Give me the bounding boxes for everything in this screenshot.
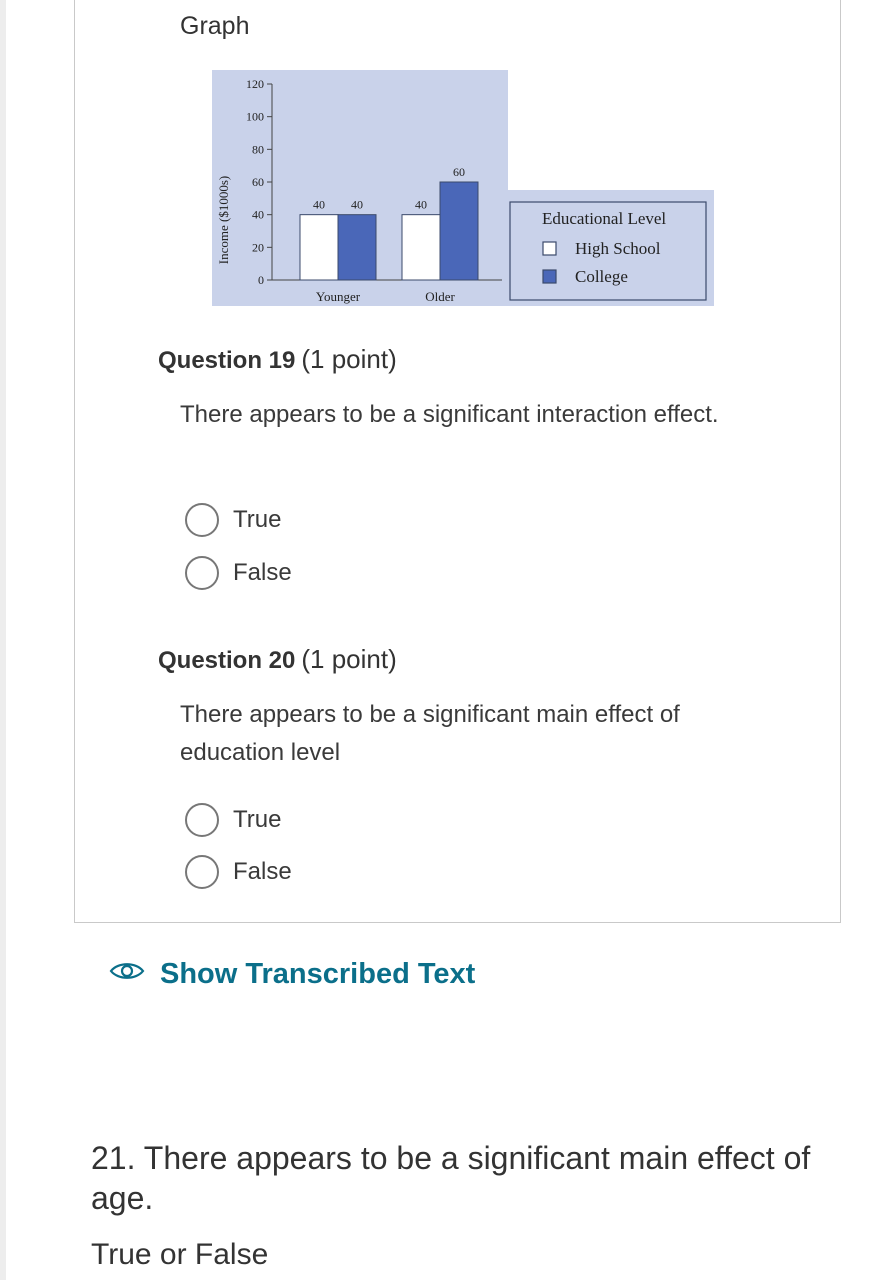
income-bar-chart bbox=[212, 70, 742, 306]
legend-swatch-college bbox=[543, 270, 556, 283]
q19-true-label[interactable]: True bbox=[233, 506, 282, 533]
q19-option-true[interactable] bbox=[185, 500, 281, 540]
graph-title: Graph bbox=[180, 12, 250, 40]
y-tick-label: 120 bbox=[246, 77, 264, 91]
bar-data-label: 40 bbox=[415, 197, 427, 212]
question-19-title: Question 19 bbox=[158, 347, 296, 374]
y-tick-label: 80 bbox=[252, 142, 264, 157]
question-20-title: Question 20 bbox=[158, 647, 296, 674]
bar-high-school-older bbox=[402, 215, 440, 280]
chart-svg bbox=[212, 70, 742, 306]
q20-option-false[interactable] bbox=[185, 852, 292, 892]
bar-college-older bbox=[440, 182, 478, 280]
question-20-points: (1 point) bbox=[301, 644, 397, 674]
q20-option-true[interactable] bbox=[185, 800, 281, 840]
y-tick-label: 0 bbox=[258, 273, 264, 287]
bar-data-label: 60 bbox=[453, 165, 465, 179]
left-border-strip bbox=[0, 0, 6, 1280]
q19-false-label[interactable]: False bbox=[233, 559, 292, 586]
q19-option-false[interactable] bbox=[185, 553, 292, 593]
y-tick-label: 100 bbox=[246, 109, 264, 124]
question-19-points: (1 point) bbox=[301, 344, 397, 374]
bar-data-label: 40 bbox=[351, 197, 363, 212]
q20-false-radio[interactable] bbox=[185, 855, 219, 889]
legend-label-high-school: High School bbox=[575, 239, 661, 258]
q20-false-label[interactable]: False bbox=[233, 858, 292, 885]
y-tick-label: 60 bbox=[252, 175, 264, 189]
legend-swatch-high-school bbox=[543, 242, 556, 255]
y-tick-label: 20 bbox=[252, 240, 264, 255]
q19-false-radio[interactable] bbox=[185, 556, 219, 590]
question-19-text: There appears to be a significant interaction effect. bbox=[180, 401, 719, 428]
eye-icon bbox=[108, 958, 146, 991]
bar-college-younger bbox=[338, 215, 376, 280]
y-axis-label: Income ($1000s) bbox=[216, 175, 231, 265]
q20-true-label[interactable]: True bbox=[233, 806, 282, 833]
x-category-label: Older bbox=[425, 289, 455, 304]
x-category-label: Younger bbox=[315, 289, 361, 304]
q19-true-radio[interactable] bbox=[185, 503, 219, 537]
legend-title: Educational Level bbox=[542, 209, 667, 228]
show-transcribed-text-link[interactable] bbox=[108, 958, 475, 991]
bar-data-label: 40 bbox=[313, 197, 325, 212]
question-21-answer: True or False bbox=[91, 1238, 269, 1271]
q20-true-radio[interactable] bbox=[185, 803, 219, 837]
show-transcribed-text-label[interactable]: Show Transcribed Text bbox=[160, 958, 476, 990]
question-21-text: 21. There appears to be a significant main effect of age. bbox=[91, 1140, 811, 1216]
legend-label-college: College bbox=[575, 267, 628, 286]
question-19-heading bbox=[158, 344, 397, 375]
question-20-heading bbox=[158, 644, 397, 675]
bar-high-school-younger bbox=[300, 215, 338, 280]
question-20-text: There appears to be a significant main effect of education level bbox=[180, 701, 680, 766]
y-tick-label: 40 bbox=[252, 207, 264, 222]
